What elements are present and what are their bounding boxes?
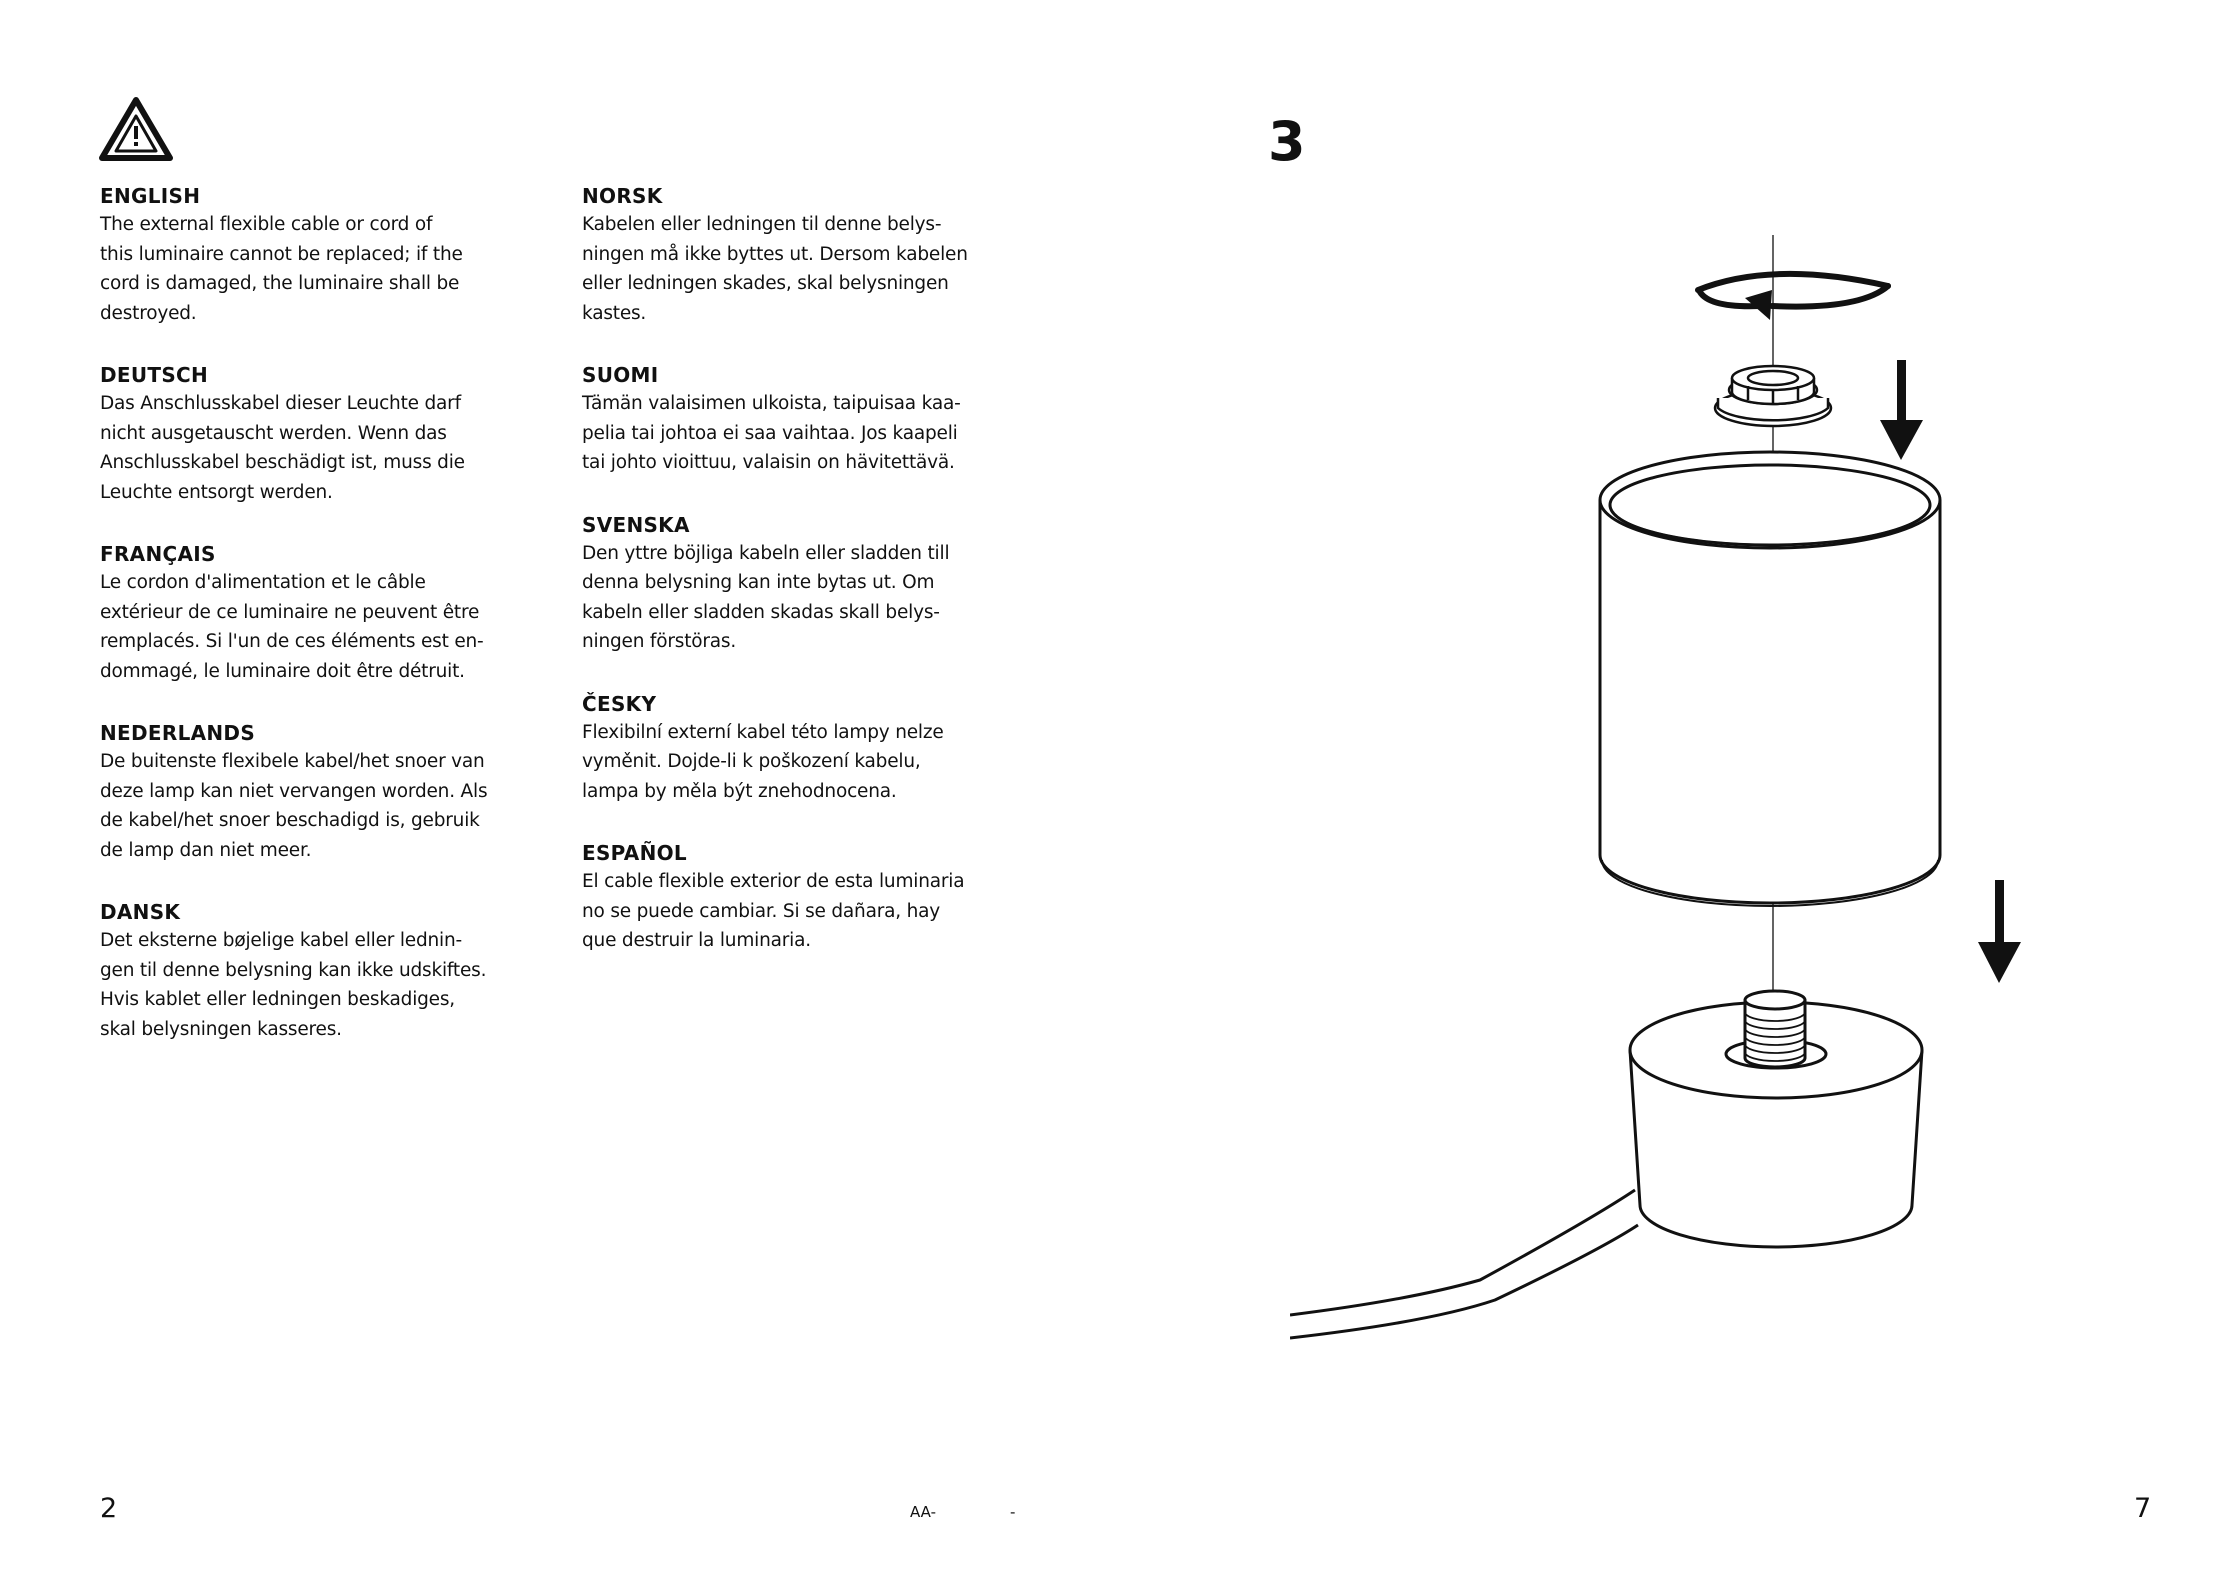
warning-text-line: Kabelen eller ledningen til denne belys- <box>582 214 942 235</box>
warning-text-line: Anschlusskabel beschädigt ist, muss die <box>100 452 465 473</box>
warning-triangle-icon <box>98 96 174 162</box>
warning-text-line: gen til denne belysning kan ikke udskiftes. <box>100 959 487 981</box>
lamp-base <box>1630 991 1922 1247</box>
page-number-right: 7 <box>2134 1493 2152 1524</box>
warning-text-line: vyměnit. Dojde-li k poškození kabelu, <box>582 751 921 772</box>
step-number: 3 <box>1268 110 1306 173</box>
language-heading: NORSK <box>582 184 663 208</box>
down-arrow-icon <box>1978 880 2021 983</box>
warning-text-line: de lamp dan niet meer. <box>100 839 312 861</box>
warning-text-line: remplacés. Si l'un de ces éléments est en- <box>100 631 484 652</box>
warning-text-line: tai johto vioittuu, valaisin on hävitettävä. <box>582 452 955 473</box>
lamp-shade <box>1600 452 1940 906</box>
warning-text-line: Tämän valaisimen ulkoista, taipuisaa kaa- <box>582 393 961 414</box>
language-heading: SUOMI <box>582 363 659 387</box>
language-section <box>100 540 550 686</box>
warning-text-line: Le cordon d'alimentation et le câble <box>100 572 426 593</box>
warning-text-line: ningen förstöras. <box>582 631 737 652</box>
warning-text-line: Leuchte entsorgt werden. <box>100 481 333 503</box>
warning-text-line: skal belysningen kasseres. <box>100 1018 342 1040</box>
language-heading: ČESKY <box>582 691 657 716</box>
warning-text-line: destroyed. <box>100 302 197 324</box>
lamp-nut <box>1715 366 1831 426</box>
language-section <box>582 511 1032 657</box>
rotate-arrow-icon <box>1698 274 1888 320</box>
assembly-illustration <box>1290 220 2050 1370</box>
warning-text-line: The external flexible cable or cord of <box>100 214 433 235</box>
warning-text-line: pelia tai johtoa ei saa vaihtaa. Jos kaapeli <box>582 422 958 444</box>
language-heading: NEDERLANDS <box>100 721 256 745</box>
warning-text-line: dommagé, le luminaire doit être détruit. <box>100 660 465 682</box>
warning-text-line: ningen må ikke byttes ut. Dersom kabelen <box>582 243 968 265</box>
footer-code: AA- <box>910 1503 937 1521</box>
warning-text-line: Det eksterne bøjelige kabel eller lednin- <box>100 930 462 951</box>
lamp-cable <box>1290 1190 1638 1338</box>
warning-text-line: deze lamp kan niet vervangen worden. Als <box>100 780 488 802</box>
warning-text-line: this luminaire cannot be replaced; if the <box>100 243 463 265</box>
warning-text-line: Das Anschlusskabel dieser Leuchte darf <box>100 393 461 414</box>
language-section <box>582 839 1032 956</box>
footer-dash: - <box>1010 1503 1016 1521</box>
warning-text-line: Flexibilní externí kabel této lampy nelze <box>582 721 944 743</box>
language-section <box>100 361 550 507</box>
warning-text-line: eller ledningen skades, skal belysningen <box>582 273 949 294</box>
warning-text-line: lampa by měla být znehodnocena. <box>582 780 897 802</box>
language-heading: FRANÇAIS <box>100 542 216 566</box>
warning-text-line: El cable flexible exterior de esta luminaria <box>582 871 965 892</box>
language-section <box>100 898 550 1044</box>
warning-column-1 <box>100 182 550 1077</box>
warning-column-2 <box>582 182 1032 989</box>
language-heading: ESPAÑOL <box>582 841 687 865</box>
language-section <box>100 182 550 328</box>
warning-text-line: Den yttre böjliga kabeln eller sladden till <box>582 542 950 564</box>
language-heading: ENGLISH <box>100 184 201 208</box>
warning-text-line: extérieur de ce luminaire ne peuvent être <box>100 601 480 623</box>
language-heading: SVENSKA <box>582 512 690 537</box>
page-number-left: 2 <box>100 1493 118 1524</box>
language-section <box>582 361 1032 478</box>
warning-text-line: Hvis kablet eller ledningen beskadiges, <box>100 989 455 1010</box>
language-section <box>100 719 550 865</box>
warning-text-line: kabeln eller sladden skadas skall belys- <box>582 601 940 623</box>
language-section <box>582 690 1032 807</box>
warning-text-line: nicht ausgetauscht werden. Wenn das <box>100 422 447 444</box>
warning-text-line: de kabel/het snoer beschadigd is, gebruik <box>100 810 480 831</box>
warning-text-line: cord is damaged, the luminaire shall be <box>100 273 460 294</box>
language-heading: DEUTSCH <box>100 363 209 387</box>
warning-text-line: no se puede cambiar. Si se dañara, hay <box>582 900 941 922</box>
warning-text-line: denna belysning kan inte bytas ut. Om <box>582 572 935 593</box>
warning-text-line: De buitenste flexibele kabel/het snoer van <box>100 751 485 772</box>
down-arrow-icon <box>1880 360 1923 460</box>
language-section <box>582 182 1032 328</box>
warning-text-line: kastes. <box>582 302 647 324</box>
language-heading: DANSK <box>100 900 181 924</box>
warning-text-line: que destruir la luminaria. <box>582 930 811 951</box>
